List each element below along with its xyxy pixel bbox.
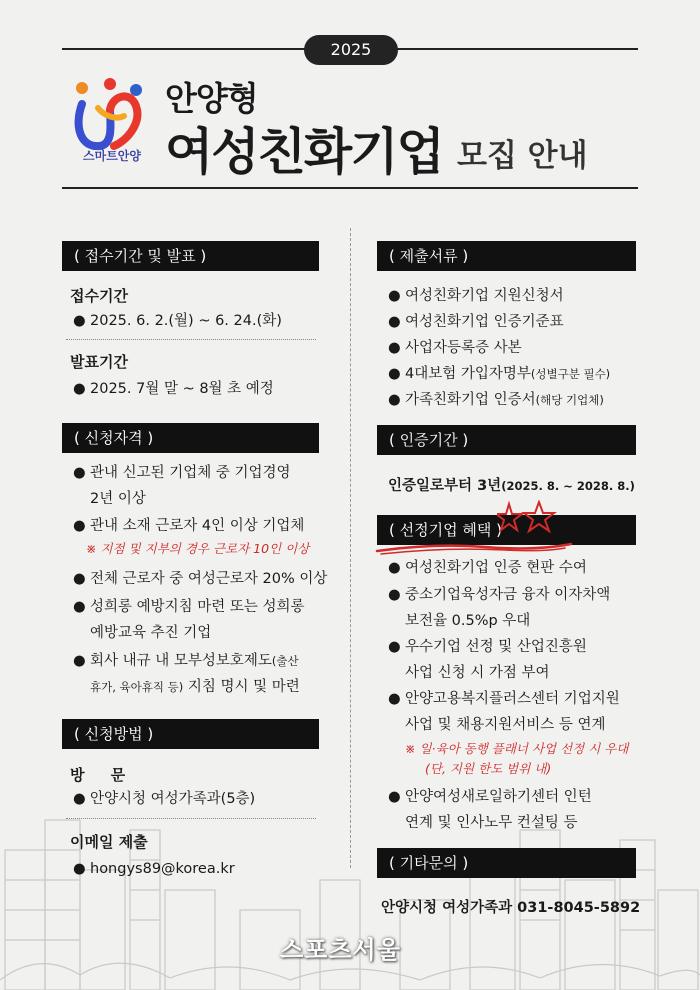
visit-heading: 방 문 [70,766,126,784]
list-item: ● 관내 신고된 기업체 중 기업경영 2년 이상 [73,465,291,507]
section-bar-contact: ( 기타문의 ) [377,848,636,878]
divider [66,339,316,340]
list-item: ● 여성친화기업 인증기준표 [388,314,564,330]
benefits-note: ※ 일·육아 동행 플래너 사업 선정 시 우대 [405,741,629,756]
list-item: ● 성희롱 예방지침 마련 또는 성희롱 예방교육 추진 기업 [73,599,305,641]
list-item: ● 중소기업육성자금 융자 이자차액 보전율 0.5%p 우대 [388,587,611,629]
title-tail: 모집 안내 [457,138,588,174]
list-item: ● 여성친화기업 지원신청서 [388,288,564,304]
list-item: ● 사업자등록증 사본 [388,340,522,356]
divider [66,818,316,819]
section-bar-eligibility: ( 신청자격 ) [62,423,319,453]
year-badge: 2025 [304,35,398,65]
list-item: ● 2025. 6. 2.(월) ~ 6. 24.(화) [73,313,282,329]
list-item: ● 전체 근로자 중 여성근로자 20% 이상 [73,571,328,587]
benefits-note-sub: (단, 지원 한도 범위 내) [425,761,552,776]
section-bar-benefits: ( 선정기업 혜택 ) [377,515,636,545]
list-item: ● 2025. 7월 말 ~ 8월 초 예정 [73,381,274,397]
section-bar-documents: ( 제출서류 ) [377,241,636,271]
star-doodle-icon [497,500,567,540]
list-item: ● 안양시청 여성가족과(5층) [73,791,256,807]
list-item[interactable]: ● hongys89@korea.kr [73,861,235,877]
logo-text: 스마트안양 [83,149,141,163]
list-item: ● 관내 소재 근로자 4인 이상 기업체 [73,518,305,534]
eligibility-note: ※ 지점 및 지부의 경우 근로자 10인 이상 [86,541,310,556]
list-item: ● 안양여성새로일하기센터 인턴 연계 및 인사노무 컨설팅 등 [388,789,592,831]
list-item: ● 4대보험 가입자명부(성별구분 필수) [388,366,611,382]
column-divider [350,228,351,868]
list-item: ● 안양고용복지플러스센터 기업지원 사업 및 채용지원서비스 등 연계 [388,691,620,733]
list-item: ● 가족친화기업 인증서(해당 기업체) [388,392,604,408]
email-heading: 이메일 제출 [70,833,148,851]
apply-period-heading: 접수기간 [70,287,128,305]
title-sub: 안양형 [165,79,258,118]
cert-period-text: 인증일로부터 3년(2025. 8. ~ 2028. 8.) [388,478,635,494]
section-bar-cert: ( 인증기간 ) [377,425,636,455]
contact-text: 안양시청 여성가족과 031-8045-5892 [381,900,641,916]
email-link[interactable]: hongys89@korea.kr [90,861,235,877]
announce-period-heading: 발표기간 [70,353,128,371]
page-title: 여성친화기업 [165,123,443,181]
list-item: ● 우수기업 선정 및 산업진흥원 사업 신청 시 가점 부여 [388,639,587,681]
section-bar-period: ( 접수기간 및 발표 ) [62,241,319,271]
list-item: ● 회사 내규 내 모부성보호제도(출산 휴가, 육아휴직 등) 지침 명시 및 마련 [73,653,300,695]
header-bottom-rule [62,187,638,189]
section-bar-method: ( 신청방법 ) [62,719,319,749]
watermark: 스포츠서울 [280,936,401,964]
list-item: ● 여성친화기업 인증 현판 수여 [388,560,587,576]
